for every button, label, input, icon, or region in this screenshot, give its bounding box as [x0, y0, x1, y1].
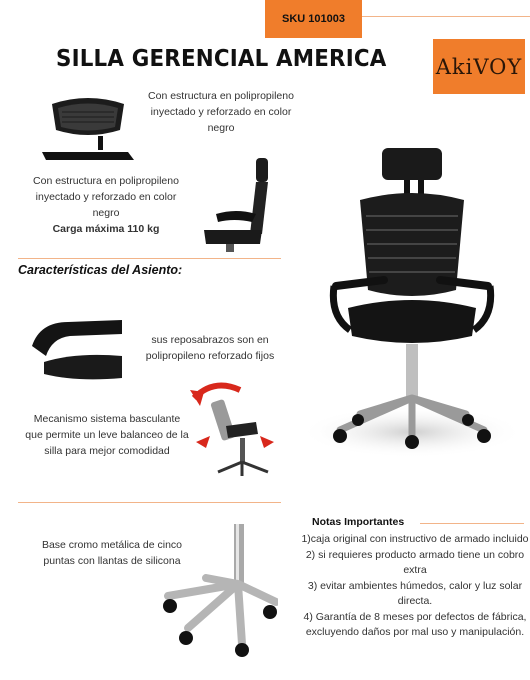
section-divider-top: [18, 258, 281, 259]
notes-divider: [420, 523, 524, 524]
note-item: 4) Garantía de 8 meses por defectos de fábrica, excluyendo daños por mal uso y manipulación.: [303, 610, 527, 638]
main-chair-image: [300, 140, 524, 460]
reclining-chair-image: [188, 380, 276, 480]
mechanism-description: Mecanismo sistema basculante que permite un leve balanceo de la silla para mejor comodidad: [25, 413, 189, 457]
notes-title: Notas Importantes: [312, 516, 405, 528]
sku-badge: [265, 0, 362, 38]
backrest-text: Con estructura en polipropileno inyectado y reforzado en color negro: [33, 175, 179, 219]
notes-list: [300, 532, 530, 641]
base-description: Base cromo metálica de cinco puntas con llantas de silicona: [41, 539, 183, 567]
note-item: 1)caja original con instructivo de armado incluido: [301, 533, 529, 545]
chrome-base-image: [158, 518, 278, 658]
note-item: 2) si requieres producto armado tiene un cobro extra: [305, 548, 525, 576]
section-divider-bottom: [18, 502, 281, 503]
sku-text: SKU 101003: [282, 13, 345, 25]
seat-section-title: Características del Asiento:: [18, 263, 183, 277]
note-item: 3) evitar ambientes húmedos, calor y luz solar directa.: [307, 579, 523, 607]
brand-logo-text: AkiVOY: [435, 54, 523, 79]
header-divider: [362, 16, 530, 17]
product-title: SILLA GERENCIAL AMERICA: [56, 46, 387, 72]
brand-logo: [433, 39, 525, 94]
side-chair-image: [196, 152, 280, 256]
armrest-description: sus reposabrazos son en polipropileno reforzado fijos: [145, 334, 275, 362]
max-load-text: Carga máxima 110 kg: [52, 223, 160, 235]
backrest-description: [30, 173, 182, 237]
headrest-image: [38, 94, 138, 166]
headrest-description: Con estructura en polipropileno inyectado y reforzado en color negro: [148, 90, 294, 134]
armrest-image: [26, 316, 126, 384]
